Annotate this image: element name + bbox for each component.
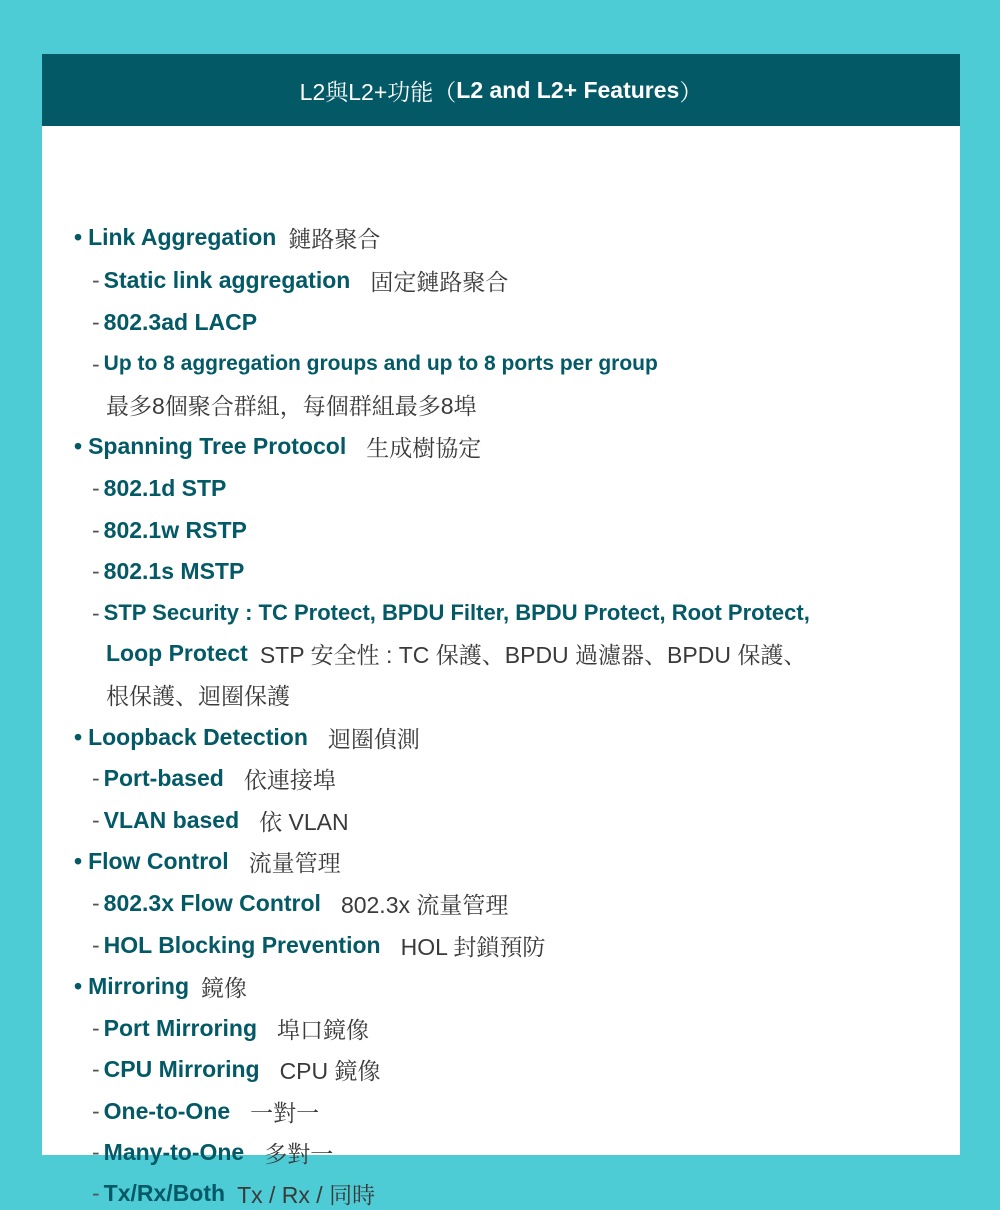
list-item [92,1013,369,1043]
dash-icon: - [92,557,100,584]
list-item [92,805,349,835]
section-title-en: Spanning Tree Protocol [88,432,347,459]
item-en: Many-to-One [103,1138,245,1165]
item-zh: STP 安全性 : TC 保護、BPDU 過濾器、BPDU 保護、 [259,641,807,668]
list-item [92,888,508,918]
list-item [92,349,658,379]
dash-icon: - [92,1097,100,1124]
list-item [92,763,336,793]
note-zh: 最多8個聚合群組，每個群組最多8埠 [106,392,477,419]
list-item [92,930,545,960]
item-zh: HOL 封鎖預防 [400,933,546,960]
dash-icon: - [92,599,100,626]
header-title-en: L2 and L2+ Features [456,76,680,103]
features-card [42,54,960,1208]
item-en: STP Security : TC Protect, BPDU Filter, BPDU Protect, Root Protect, [103,600,810,625]
list-item [92,1178,375,1208]
item-en: 802.1w RSTP [103,516,247,543]
dash-icon: - [92,931,100,958]
section-title-en: Link Aggregation [88,223,277,250]
dash-icon: - [92,266,100,293]
dash-icon: - [92,1014,100,1041]
section-title-en: Flow Control [88,847,229,874]
item-en: VLAN based [103,806,240,833]
item-en: One-to-One [103,1097,231,1124]
header-title-close: ） [679,78,703,105]
list-item [92,307,257,337]
item-en: Tx/Rx/Both [103,1179,226,1206]
section-title-en: Mirroring [88,972,190,999]
dash-icon: - [92,350,100,377]
dash-icon: - [92,764,100,791]
item-zh: 根保護、迴圈保護 [106,682,290,709]
item-en: 802.3x Flow Control [103,889,321,916]
item-en: Up to 8 aggregation groups and up to 8 ports per group [103,352,658,375]
header-title-zh: L2與L2+功能（ [299,78,457,105]
item-zh: 一對一 [250,1099,320,1126]
list-item [92,265,508,295]
item-continuation [106,638,806,668]
bullet-icon: • [74,723,83,750]
item-zh: Tx / Rx / 同時 [237,1181,376,1208]
item-en: Port-based [103,764,224,791]
list-item [92,515,247,545]
dash-icon: - [92,889,100,916]
section-title-zh: 迴圈偵測 [327,725,420,752]
item-en: HOL Blocking Prevention [103,931,381,958]
section-title-zh: 鏈路聚合 [288,225,381,252]
section-loopback-detection [74,722,420,752]
item-zh: 802.3x 流量管理 [340,891,509,918]
dash-icon: - [92,1138,100,1165]
dash-icon: - [92,806,100,833]
dash-icon: - [92,516,100,543]
section-title-zh: 流量管理 [248,849,341,876]
item-en: 802.3ad LACP [103,308,258,335]
card-header [42,54,960,126]
item-en: 802.1s MSTP [103,557,245,584]
item-en: Static link aggregation [103,266,351,293]
dash-icon: - [92,308,100,335]
item-en: 802.1d STP [103,474,227,501]
section-title-en: Loopback Detection [88,723,308,750]
bullet-icon: • [74,847,83,874]
section-link-aggregation [74,222,380,252]
bullet-icon: • [74,972,83,999]
section-mirroring [74,971,247,1001]
item-zh: 依 VLAN [259,808,349,835]
item-zh: 埠口鏡像 [277,1016,370,1043]
bullet-icon: • [74,223,83,250]
item-zh: 依連接埠 [243,766,336,793]
section-spanning-tree [74,431,481,461]
item-en: CPU Mirroring [103,1055,260,1082]
dash-icon: - [92,1055,100,1082]
item-zh: CPU 鏡像 [279,1057,381,1084]
section-title-zh: 生成樹協定 [366,434,482,461]
bullet-icon: • [74,432,83,459]
dash-icon: - [92,474,100,501]
item-zh: 多對一 [264,1140,334,1167]
list-item [92,1137,333,1167]
list-item [92,1054,381,1084]
section-flow-control [74,846,341,876]
list-item [92,598,810,628]
item-note [106,389,477,419]
list-item [92,556,244,586]
item-zh: 固定鏈路聚合 [370,268,509,295]
list-item [92,1096,319,1126]
item-en: Loop Protect [106,639,248,666]
item-continuation [106,679,290,709]
item-en: Port Mirroring [103,1014,258,1041]
dash-icon: - [92,1179,100,1206]
section-title-zh: 鏡像 [201,974,248,1001]
list-item [92,473,226,503]
